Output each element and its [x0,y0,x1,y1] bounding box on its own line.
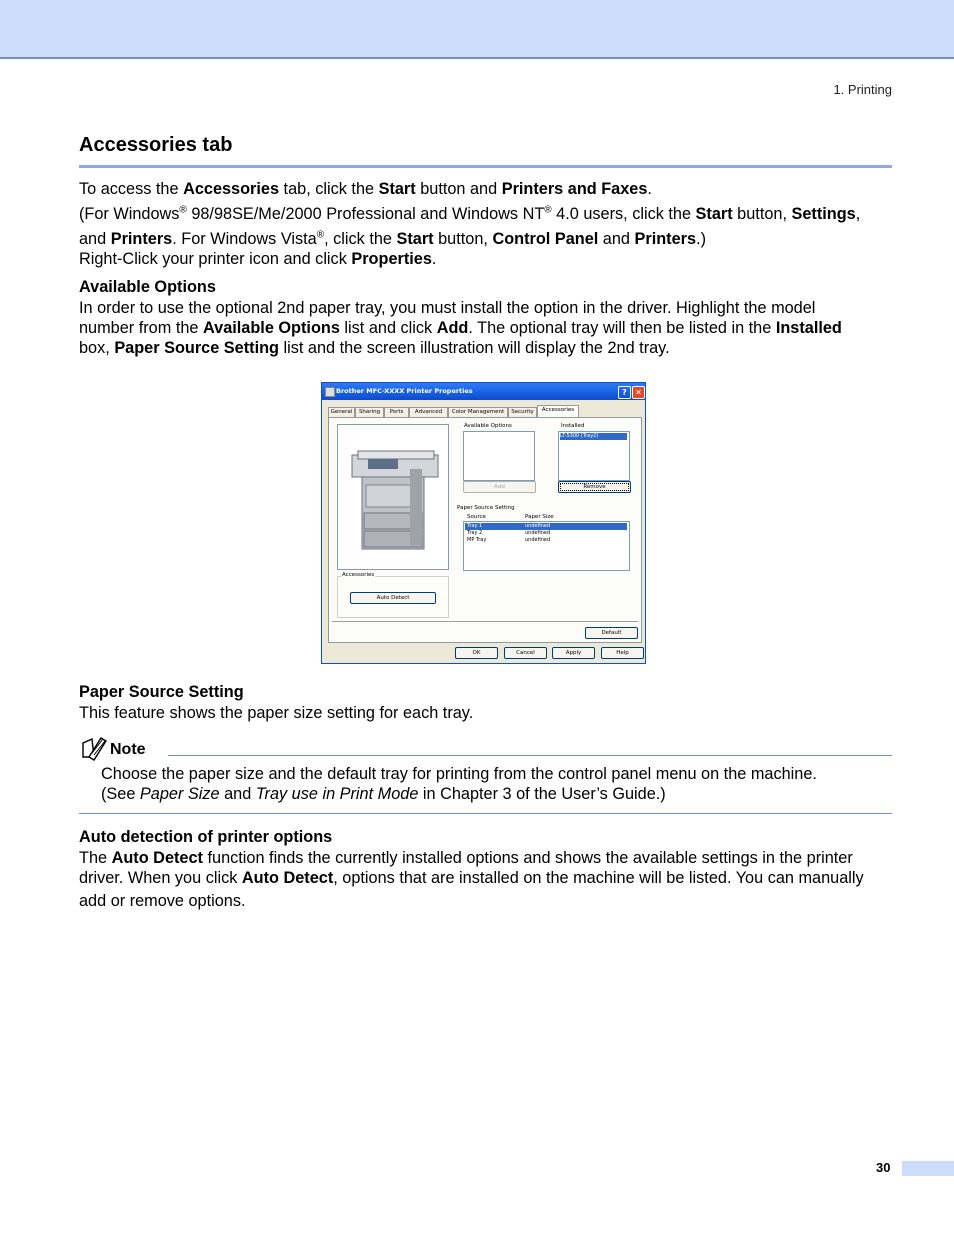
note-label: Note [110,741,146,758]
cancel-button[interactable]: Cancel [504,647,547,659]
auto-line-3: add or remove options. [79,892,246,910]
note-text [101,764,891,804]
apply-button[interactable]: Apply [552,647,595,659]
dialog-title: Brother MFC-XXXX Printer Properties [336,387,473,395]
paper-source-list[interactable] [463,521,630,571]
running-title: 1. Printing [833,82,892,97]
paper-source-heading: Paper Source Setting [79,683,244,701]
page-number: 30 [876,1160,891,1175]
default-button[interactable]: Default [585,627,638,639]
row-source: Tray 2 [467,530,483,536]
auto-detection-heading: Auto detection of printer options [79,828,333,846]
close-icon[interactable]: ✕ [632,386,645,399]
available-options-list[interactable] [463,431,535,481]
panel-divider [332,621,638,622]
installed-label: Installed [561,423,585,429]
printer-illustration [337,424,449,570]
note-line-2: (See Paper Size and Tray use in Print Mode in Chapter 3 of the User’s Guide.) [101,785,666,803]
note-line-1: Choose the paper size and the default tray for printing from the control panel menu on the machine. [101,765,817,783]
column-source: Source [467,514,486,520]
access-line-3: and Printers. For Windows Vista®, click the Start button, Control Panel and Printers.) [79,229,706,248]
title-rule [79,165,892,168]
auto-detect-button[interactable]: Auto Detect [350,592,436,604]
section-title: Accessories tab [79,134,233,156]
row-source: MP Tray [467,537,487,543]
auto-detection-text [79,848,892,911]
tab-advanced[interactable]: Advanced [409,407,448,417]
note-pencil-icon [80,735,108,761]
row-size: undefined [525,523,551,529]
tab-color-management[interactable]: Color Management [448,407,508,417]
access-line-1: To access the Accessories tab, click the Start button and Printers and Faxes. [79,180,652,198]
column-paper-size: Paper Size [525,514,554,520]
tab-accessories[interactable]: Accessories [537,405,579,417]
access-line-4: Right-Click your printer icon and click Properties. [79,250,437,268]
row-source: Tray 1 [467,523,483,529]
row-size: undefined [525,530,551,536]
printer-properties-dialog [321,382,646,664]
available-line-3: box, Paper Source Setting list and the screen illustration will display the 2nd tray. [79,339,670,357]
note-bottom-rule [79,813,892,814]
header-band [0,0,954,59]
tab-ports[interactable]: Ports [384,407,409,417]
accessories-group-label: Accessories [342,572,375,578]
available-options-heading: Available Options [79,278,216,296]
tab-sharing[interactable]: Sharing [355,407,384,417]
ok-button[interactable]: OK [455,647,498,659]
help-button[interactable]: Help [601,647,644,659]
auto-line-2: driver. When you click Auto Detect, options that are installed on the machine will be listed. You can manually [79,869,864,887]
installed-item[interactable]: LT-5300 (Tray2) [560,433,627,440]
paper-source-text: This feature shows the paper size setting for each tray. [79,704,474,722]
printer-image [338,425,448,569]
note-top-rule [168,755,892,756]
tab-security[interactable]: Security [508,407,537,417]
installed-list[interactable] [558,431,630,481]
available-line-2: number from the Available Options list and click Add. The optional tray will then be listed in the Installed [79,319,842,337]
accessories-panel [328,417,642,643]
help-icon[interactable]: ? [618,386,631,399]
access-line-2: (For Windows® 98/98SE/Me/2000 Professional and Windows NT® 4.0 users, click the Start button, Settings, [79,204,861,223]
paper-source-setting-label: Paper Source Setting [457,505,515,511]
page-tab [902,1161,954,1176]
available-options-label: Available Options [464,423,512,429]
dialog-titlebar [322,383,645,400]
access-instructions [79,179,892,269]
remove-button[interactable]: Remove [558,481,631,493]
row-size: undefined [525,537,551,543]
add-button[interactable]: Add [463,481,536,493]
available-line-1: In order to use the optional 2nd paper tray, you must install the option in the driver. Highlight the model [79,299,816,317]
tab-general[interactable]: General [328,407,355,417]
auto-line-1: The Auto Detect function finds the currently installed options and shows the available settings in the printer [79,849,853,867]
available-options-text [79,298,892,358]
printer-icon [325,387,335,397]
